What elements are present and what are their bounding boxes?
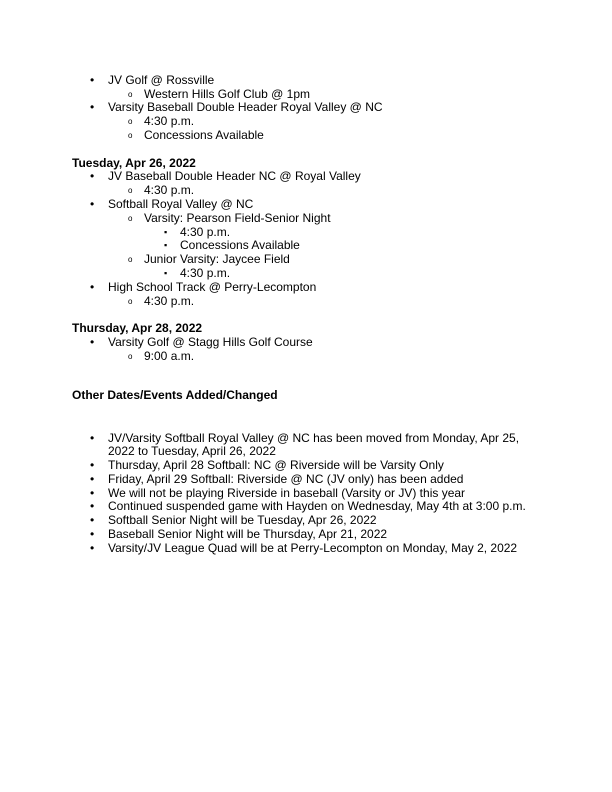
- tuesday-heading: Tuesday, Apr 26, 2022: [72, 156, 196, 170]
- list-subitem: o 4:30 p.m.: [144, 114, 194, 128]
- list-item-other: • Thursday, April 28 Softball: NC @ Riverside will be Varsity Only: [108, 458, 444, 472]
- list-subitem: o Concessions Available: [144, 128, 264, 142]
- list-item-other: • Friday, April 29 Softball: Riverside @ NC (JV only) has been added: [108, 472, 463, 486]
- list-subitem-junior-varsity: o Junior Varsity: Jaycee Field: [144, 252, 290, 266]
- list-item-other: • We will not be playing Riverside in baseball (Varsity or JV) this year: [108, 486, 465, 500]
- list-subsubitem: ▪ 4:30 p.m.: [180, 266, 230, 280]
- list-item-other: • Continued suspended game with Hayden on Wednesday, May 4th at 3:00 p.m.: [108, 499, 526, 513]
- other-events-heading: Other Dates/Events Added/Changed: [72, 388, 278, 402]
- list-subitem: o 9:00 a.m.: [144, 349, 194, 363]
- thursday-heading: Thursday, Apr 28, 2022: [72, 321, 203, 335]
- list-item-jv-golf: • JV Golf @ Rossville: [108, 73, 214, 87]
- list-item-jv-baseball: • JV Baseball Double Header NC @ Royal Valley: [108, 169, 361, 183]
- list-item-other-continuation: 2022 to Tuesday, April 26, 2022: [108, 444, 276, 458]
- list-subitem-varsity: o Varsity: Pearson Field-Senior Night: [144, 211, 331, 225]
- list-item-track: • High School Track @ Perry-Lecompton: [108, 280, 316, 294]
- list-item-other: • Varsity/JV League Quad will be at Perry-Lecompton on Monday, May 2, 2022: [108, 541, 517, 555]
- list-item-varsity-golf: • Varsity Golf @ Stagg Hills Golf Course: [108, 335, 313, 349]
- list-item-varsity-baseball: • Varsity Baseball Double Header Royal Valley @ NC: [108, 100, 383, 114]
- list-item-other: • Baseball Senior Night will be Thursday, Apr 21, 2022: [108, 527, 387, 541]
- list-subsubitem: ▪ Concessions Available: [180, 238, 300, 252]
- list-item-other: • Softball Senior Night will be Tuesday, Apr 26, 2022: [108, 513, 377, 527]
- list-subsubitem: ▪ 4:30 p.m.: [180, 225, 230, 239]
- list-subitem: o 4:30 p.m.: [144, 294, 194, 308]
- list-subitem: o Western Hills Golf Club @ 1pm: [144, 87, 310, 101]
- list-subitem: o 4:30 p.m.: [144, 183, 194, 197]
- list-item-softball: • Softball Royal Valley @ NC: [108, 197, 253, 211]
- list-item-other: • JV/Varsity Softball Royal Valley @ NC has been moved from Monday, Apr 25,: [108, 431, 519, 445]
